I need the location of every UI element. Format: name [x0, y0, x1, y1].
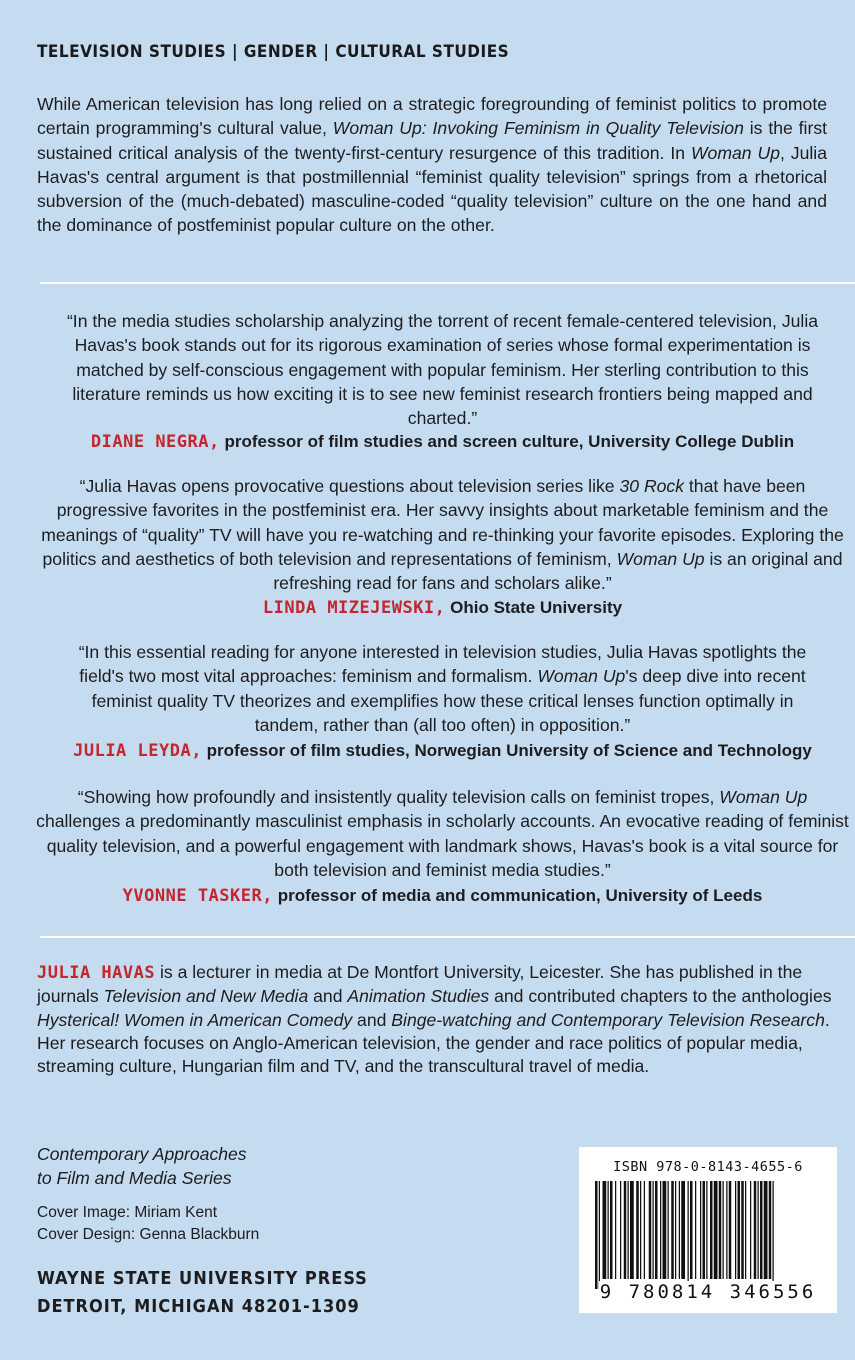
- category-heading: TELEVISION STUDIES | GENDER | CULTURAL STUDIES: [37, 42, 510, 62]
- barcode-bar: [729, 1181, 732, 1279]
- barcode-bar: [719, 1181, 722, 1279]
- barcode-bar: [700, 1181, 701, 1279]
- series-line-1: Contemporary Approaches: [37, 1144, 247, 1164]
- barcode-bar: [620, 1181, 621, 1279]
- barcode-bar: [671, 1181, 674, 1279]
- publisher-address: DETROIT, MICHIGAN 48201-1309: [37, 1296, 360, 1317]
- barcode-bar: [741, 1181, 744, 1279]
- blurb-2-title: Ohio State University: [450, 598, 623, 617]
- isbn-digits: 9 780814 346556: [599, 1281, 817, 1303]
- barcode-bar: [745, 1181, 746, 1279]
- barcode-bar: [726, 1181, 727, 1279]
- barcode-bar: [628, 1181, 629, 1279]
- blurb-2-attribution: [36, 598, 849, 618]
- barcode-bar: [750, 1181, 751, 1279]
- blurb-1-attribution: [36, 432, 849, 452]
- barcode-bar: [688, 1181, 689, 1289]
- barcode-bar: [599, 1181, 600, 1289]
- cover-design-credit: Cover Design: Genna Blackburn: [37, 1226, 260, 1243]
- barcode-bar: [714, 1181, 718, 1279]
- barcode-bar: [769, 1181, 772, 1279]
- divider-top: [40, 282, 855, 284]
- barcode-bar: [706, 1181, 707, 1279]
- blurb-4-attribution: [36, 886, 849, 906]
- barcode-bar: [615, 1181, 616, 1279]
- barcode-bar: [703, 1181, 706, 1279]
- barcode-bar: [723, 1181, 724, 1279]
- barcode-bar: [595, 1181, 598, 1289]
- barcode-bar: [710, 1181, 713, 1279]
- blurb-3-quote: “In this essential reading for anyone interested in television studies, Julia Havas spotlights the field's two most vital approaches: feminism and formalism. Woman Up's deep dive into recent feminist quality TV theorizes and exemplifies how these critical lenses function optimally in tandem, rather than (all too often) in opposition.”: [78, 642, 807, 735]
- barcode-bar: [679, 1181, 680, 1279]
- blurb-4-title: professor of media and communication, University of Leeds: [277, 886, 763, 905]
- blurb-1-quote: “In the media studies scholarship analyzing the torrent of recent female-centered television, Julia Havas's book stands out for its rigorous examination of series whose formal experimentation is matched by self-conscious engagement with popular feminism. Her sterling contribution to this literature reminds us how exciting it is to see new feminist research frontiers being mapped and charted.”: [66, 311, 819, 429]
- barcode-bar: [675, 1181, 676, 1279]
- book-description: While American television has long relied on a strategic foregrounding of feminist politics to promote certain programming's cultural value, Woman Up: Invoking Feminism in Quality Television is the first sustained critical analysis of the twenty-first-century resurgence of this tradition. In Woman Up, Julia Havas's central argument is that postmillennial “feminist quality television” springs from a rhetorical subversion of the (much-debated) masculine-coded “quality television” culture on the one hand and the dominance of postfeminist popular culture on the other.: [37, 94, 828, 236]
- barcode-bar: [681, 1181, 685, 1279]
- barcode-bar: [624, 1181, 627, 1279]
- series-line-2: to Film and Media Series: [37, 1168, 232, 1188]
- blurb-2-name: LINDA MIZEJEWSKI,: [262, 598, 446, 618]
- barcode-bar: [655, 1181, 658, 1279]
- barcode-bar: [603, 1181, 607, 1279]
- barcode-bar: [735, 1181, 736, 1279]
- barcode-bar: [738, 1181, 741, 1279]
- blurb-3-name: JULIA LEYDA,: [73, 741, 202, 761]
- barcode-bar: [668, 1181, 669, 1279]
- barcode-bar: [636, 1181, 639, 1279]
- blurb-4-name: YVONNE TASKER,: [122, 886, 273, 906]
- blurb-2-quote: “Julia Havas opens provocative questions about television series like 30 Rock that have been progressive favorites in the postfeminist era. Her savvy insights about marketable feminism and the meanings of “quality” TV will have you re-watching and re-thinking your favorite episodes. Exploring the politics and aesthetics of both television and representations of feminism, Woman Up is an original and refreshing read for fans and scholars alike.”: [41, 476, 844, 594]
- barcode-bar: [640, 1181, 641, 1279]
- blurb-3-attribution: [36, 741, 849, 761]
- series-name: [37, 1142, 247, 1190]
- isbn-label: ISBN 978-0-8143-4655-6: [613, 1159, 803, 1175]
- publisher: [37, 1265, 368, 1321]
- barcode: [579, 1147, 837, 1313]
- blurb-4-quote: “Showing how profoundly and insistently quality television calls on feminist tropes, Woman Up challenges a predominantly masculinist emphasis in scholarly accounts. An evocative reading of feminist quality television, and a powerful engagement with landmark shows, Havas's book is a vital source for both television and feminist media studies.”: [36, 787, 849, 880]
- barcode-bar: [764, 1181, 768, 1279]
- divider-bottom: [40, 936, 855, 938]
- blurb-1-title: professor of film studies and screen culture, University College Dublin: [224, 432, 795, 451]
- barcode-bar: [644, 1181, 645, 1279]
- blurb-3-title: professor of film studies, Norwegian University of Science and Technology: [206, 741, 812, 760]
- publisher-name: WAYNE STATE UNIVERSITY PRESS: [37, 1268, 368, 1289]
- cover-image-credit: Cover Image: Miriam Kent: [37, 1204, 218, 1221]
- barcode-bar: [649, 1181, 652, 1279]
- barcode-bar: [754, 1181, 757, 1279]
- author-bio: JULIA HAVAS is a lecturer in media at De Montfort University, Leicester. She has published in the journals Television and New Media and Animation Studies and contributed chapters to the anthologies Hysterical! Women in American Comedy and Binge-watching and Contemporary Television Research. Her research focuses on Anglo-American television, the gender and race politics of popular media, streaming culture, Hungarian film and TV, and the transcultural travel of media.: [37, 962, 832, 1077]
- barcode-bar: [660, 1181, 661, 1279]
- barcode-bar: [773, 1181, 774, 1289]
- barcode-bar: [690, 1181, 693, 1279]
- barcode-bar: [760, 1181, 763, 1279]
- barcode-bar: [663, 1181, 667, 1279]
- author-name: JULIA HAVAS: [37, 963, 156, 983]
- barcode-bar: [695, 1181, 696, 1279]
- barcode-bar: [610, 1181, 613, 1279]
- barcode-bar: [653, 1181, 654, 1279]
- barcode-bar: [608, 1181, 609, 1279]
- barcode-bar: [758, 1181, 759, 1279]
- barcode-bars: [593, 1181, 823, 1289]
- blurb-1-name: DIANE NEGRA,: [90, 432, 220, 452]
- barcode-bar: [630, 1181, 634, 1279]
